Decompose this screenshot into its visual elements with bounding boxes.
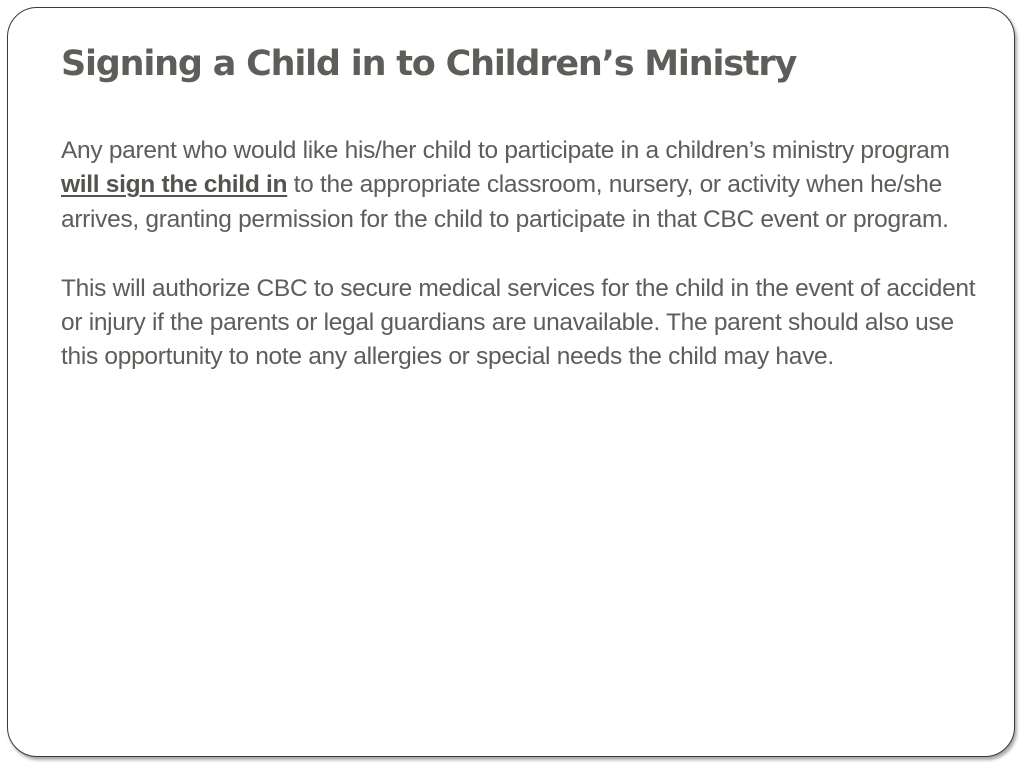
slide-frame xyxy=(7,7,1015,757)
paragraph-sign-in xyxy=(61,134,981,237)
paragraph-sign-in-lead: Any parent who would like his/her child to participate in a children’s ministry program xyxy=(61,137,950,164)
slide-body xyxy=(61,134,981,409)
sign-in-emphasis: will sign the child in xyxy=(61,171,288,199)
slide-title: Signing a Child in to Children’s Ministry xyxy=(61,44,797,84)
paragraph-sign-in-rest: to the appropriate classroom, nursery, or activity when he/she arrives, granting permission for the child to participate in that CBC event or program. xyxy=(61,171,949,233)
paragraph-medical-authorization: This will authorize CBC to secure medical services for the child in the event of accident or injury if the parents or legal guardians are unavailable. The parent should also use this opportunity to note any allergies or special needs the child may have. xyxy=(61,274,976,371)
